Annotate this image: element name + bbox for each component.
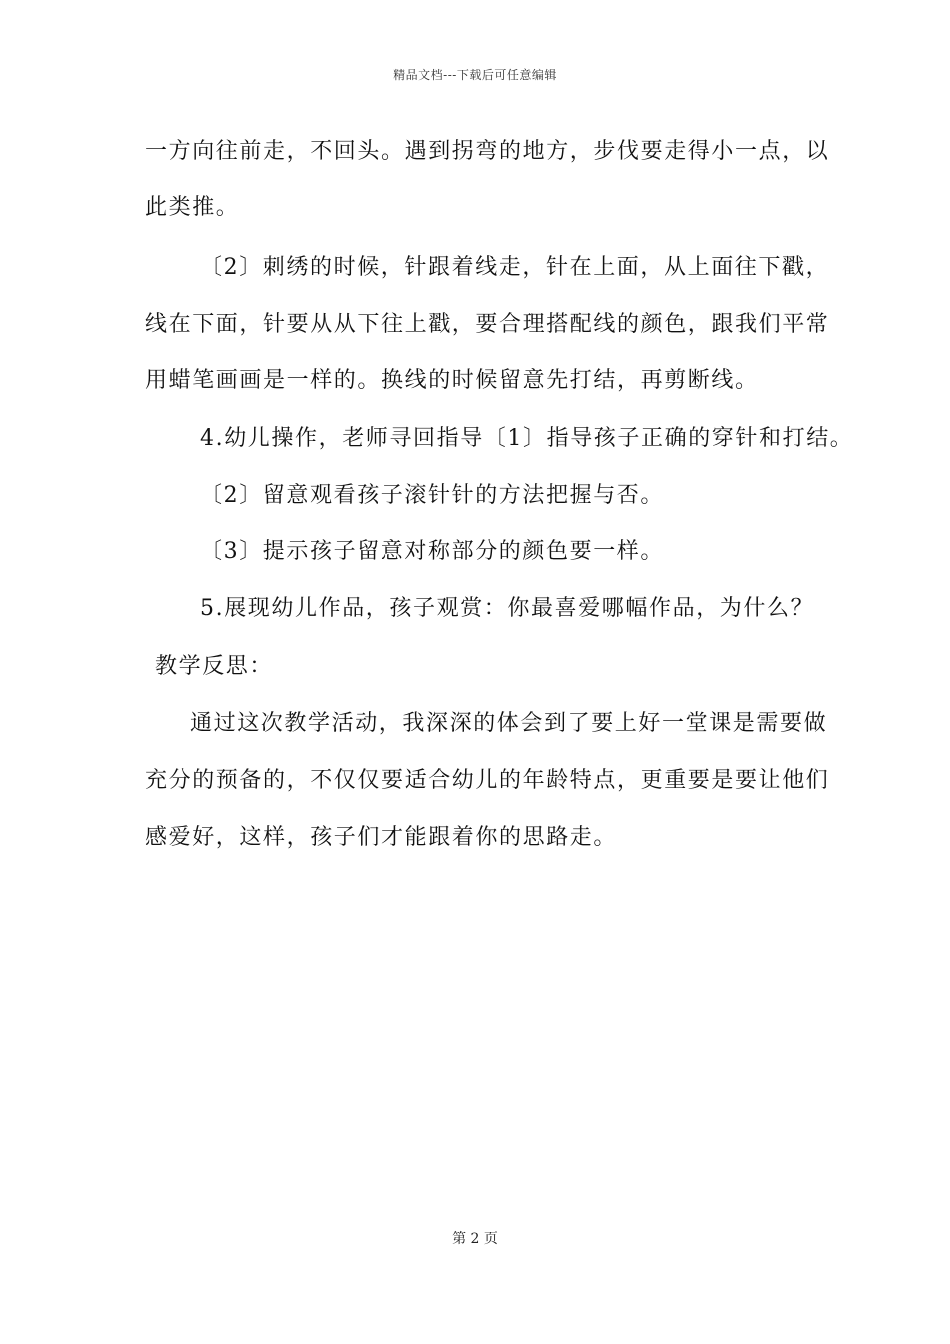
body-line: 〔2〕刺绣的时候，针跟着线走，针在上面，从上面往下戳， (200, 255, 830, 280)
section-heading: 教学反思： (155, 654, 274, 679)
body-line: 感爱好，这样，孩子们才能跟着你的思路走。 (145, 825, 618, 850)
page-number: 第 2 页 (452, 1231, 498, 1247)
body-line: 充分的预备的，不仅仅要适合幼儿的年龄特点，更重要是要让他们 (145, 768, 830, 793)
body-line: 〔2〕留意观看孩子滚针针的方法把握与否。 (200, 483, 664, 508)
body-line: 通过这次教学活动，我深深的体会到了要上好一堂课是需要做 (190, 711, 828, 736)
body-line: 一方向往前走，不回头。遇到拐弯的地方，步伐要走得小一点，以 (145, 139, 830, 164)
body-line: 此类推。 (145, 195, 240, 220)
body-line: 〔3〕提示孩子留意对称部分的颜色要一样。 (200, 539, 664, 564)
page-header: 精品文档---下载后可任意编辑 (393, 68, 557, 82)
body-line: 4.幼儿操作，老师寻回指导〔1〕指导孩子正确的穿针和打结。 (200, 426, 854, 451)
body-line: 线在下面，针要从从下往上戳，要合理搭配线的颜色，跟我们平常 (145, 312, 830, 337)
body-line: 用蜡笔画画是一样的。换线的时候留意先打结，再剪断线。 (145, 368, 759, 393)
body-line: 5.展现幼儿作品，孩子观赏：你最喜爱哪幅作品，为什么？ (200, 596, 815, 621)
